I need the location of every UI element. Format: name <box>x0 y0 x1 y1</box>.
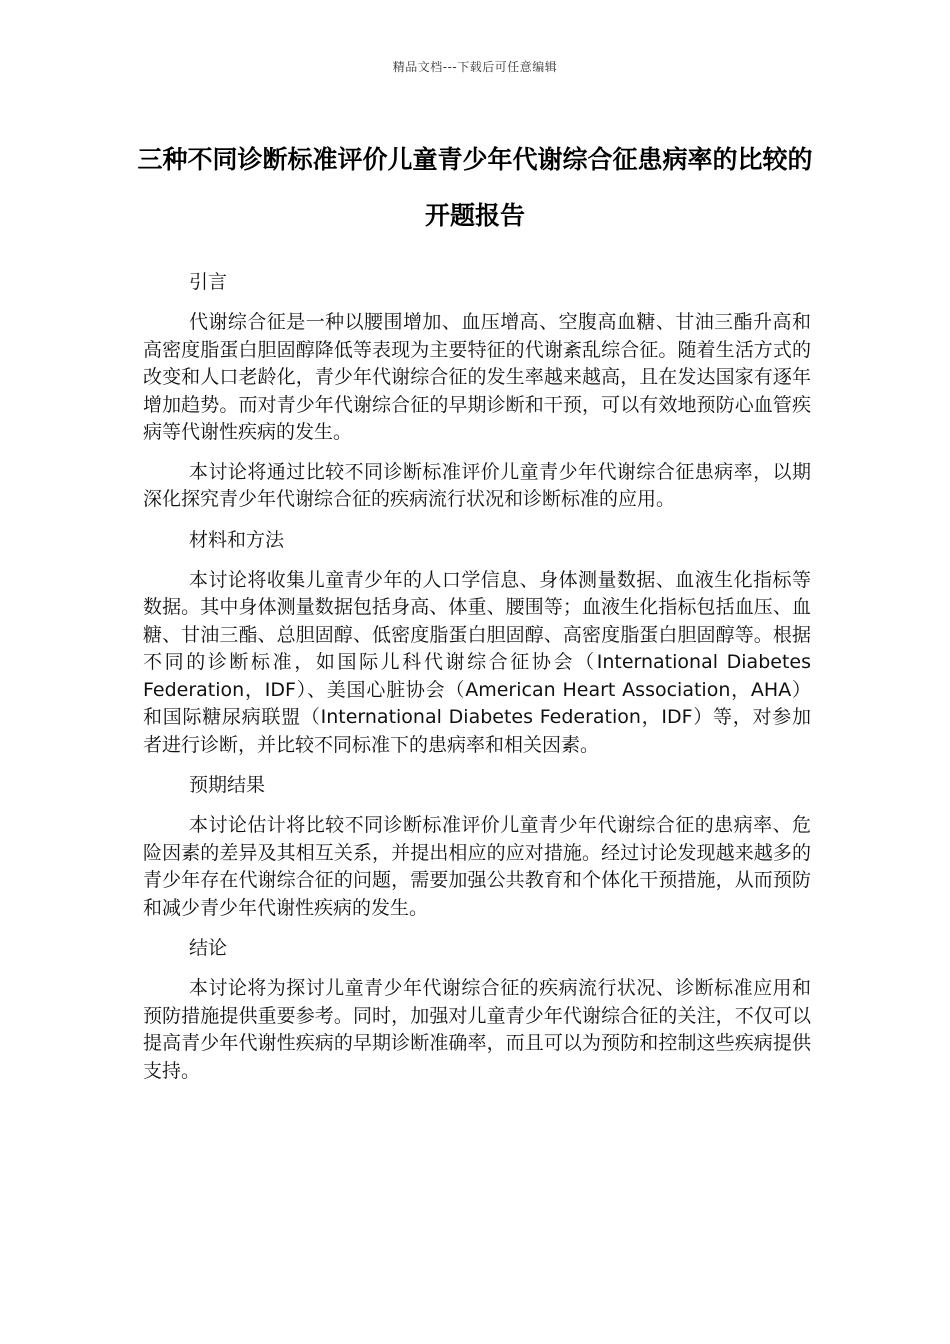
section-heading: 预期结果 <box>189 774 266 796</box>
paragraph: 本讨论将为探讨儿童青少年代谢综合征的疾病流行状况、诊断标准应用和预防措施提供重要参考。同时，加强对儿童青少年代谢综合征的关注，不仅可以提高青少年代谢性疾病的早期诊断准确率，而且可以为预防和控制这些疾病提供支持。 <box>143 977 811 1082</box>
section-conclusion <box>143 934 811 1085</box>
section-expected-results <box>143 771 811 922</box>
section-heading: 材料和方法 <box>189 528 285 551</box>
paragraph: 本讨论估计将比较不同诊断标准评价儿童青少年代谢综合征的患病率、危险因素的差异及其相互关系，并提出相应的应对措施。经过讨论发现越来越多的青少年存在代谢综合征的问题，需要加强公共教育和个体化干预措施，从而预防和减少青少年代谢性疾病的发生。 <box>143 814 811 919</box>
paragraph: 代谢综合征是一种以腰围增加、血压增高、空腹高血糖、甘油三酯升高和高密度脂蛋白胆固醇降低等表现为主要特征的代谢紊乱综合征。随着生活方式的改变和人口老龄化，青少年代谢综合征的发生率越来越高，且在发达国家有逐年增加趋势。而对青少年代谢综合征的早期诊断和干预，可以有效地预防心血管疾病等代谢性疾病的发生。 <box>143 311 811 443</box>
section-introduction <box>143 268 811 514</box>
page-header-note: 精品文档---下载后可任意编辑 <box>392 60 558 74</box>
paragraph: 本讨论将收集儿童青少年的人口学信息、身体测量数据、血液生化指标等数据。其中身体测量数据包括身高、体重、腰围等；血液生化指标包括血压、血糖、甘油三酯、总胆固醇、低密度脂蛋白胆固醇、高密度脂蛋白胆固醇等。根据不同的诊断标准，如国际儿科代谢综合征协会（International Diabetes Federation，IDF）、美国心脏协会（American Heart Association，AHA）和国际糖尿病联盟（International Diabetes Federation，IDF）等，对参加者进行诊断，并比较不同标准下的患病率和相关因素。 <box>143 568 811 756</box>
document-title: 三种不同诊断标准评价儿童青少年代谢综合征患病率的比较的开题报告 <box>137 145 813 230</box>
section-heading: 引言 <box>189 271 228 293</box>
section-materials-methods <box>143 526 811 760</box>
paragraph: 本讨论将通过比较不同诊断标准评价儿童青少年代谢综合征患病率，以期深化探究青少年代谢综合征的疾病流行状况和诊断标准的应用。 <box>143 460 811 510</box>
section-heading: 结论 <box>189 937 228 959</box>
document-body <box>143 268 811 1097</box>
